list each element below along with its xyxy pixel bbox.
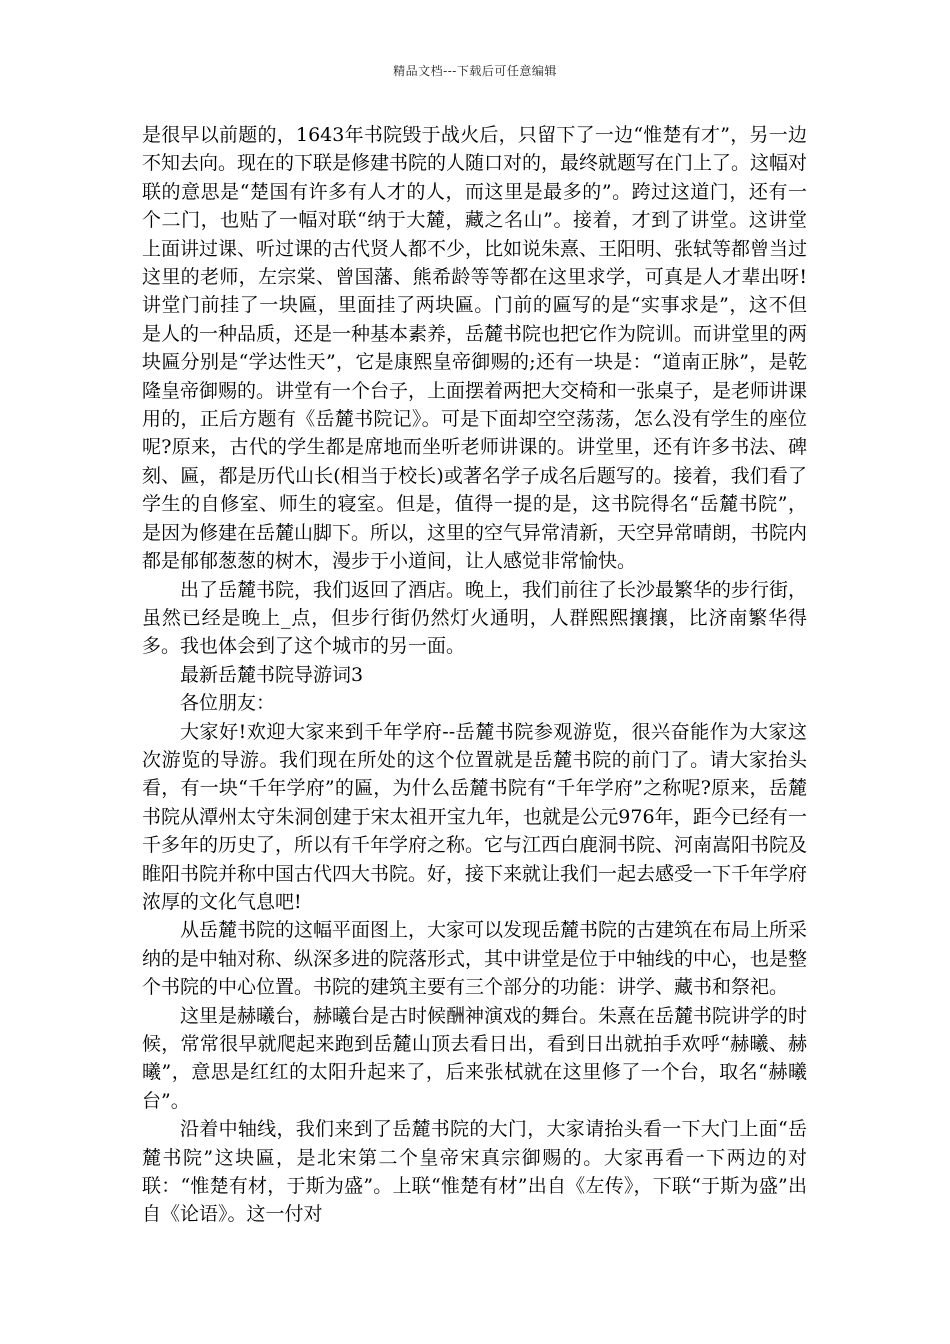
paragraph: 大家好!欢迎大家来到千年学府--岳麓书院参观游览，很兴奋能作为大家这次游览的导游。我们现在所处的这个位置就是岳麓书院的前门了。请大家抬头看，有一块“千年学府”的匾，为什么岳麓书院有“千年学府”之称呢?原来，岳麓书院从潭州太守朱洞创建于宋太祖开宝九年，也就是公元976年，距今已经有一千多年的历史了，所以有千年学府之称。它与江西白鹿洞书院、河南嵩阳书院及睢阳书院并称中国古代四大书院。好，接下来就让我们一起去感受一下千年学府浓厚的文化气息吧!: [142, 720, 808, 913]
page-header: 精品文档---下载后可任意编辑: [393, 64, 557, 78]
document-body: [142, 121, 807, 1229]
paragraph: 从岳麓书院的这幅平面图上，大家可以发现岳麓书院的古建筑在布局上所采纳的是中轴对称、纵深多进的院落形式，其中讲堂是位于中轴线的中心，也是整个书院的中心位置。书院的建筑主要有三个部分的功能：讲学、藏书和祭祀。: [142, 919, 808, 999]
paragraph: 沿着中轴线，我们来到了岳麓书院的大门，大家请抬头看一下大门上面“岳麓书院”这块匾，是北宋第二个皇帝宋真宗御赐的。大家再看一下两边的对联：“惟楚有材，于斯为盛”。上联“惟楚有材”出自《左传》，下联“于斯为盛”出自《论语》。这一付对: [142, 1118, 807, 1226]
section-title: 最新岳麓书院导游词3: [180, 663, 364, 686]
paragraph: 出了岳麓书院，我们返回了酒店。晚上，我们前往了长沙最繁华的步行街，虽然已经是晚上_点，但步行街仍然灯火通明，人群熙熙攘攘，比济南繁华得多。我也体会到了这个城市的另一面。: [142, 578, 808, 658]
salutation: 各位朋友：: [180, 692, 276, 715]
paragraph: 是很早以前题的，1643年书院毁于战火后，只留下了一边“惟楚有才”，另一边不知去向。现在的下联是修建书院的人随口对的，最终就题写在门上了。这幅对联的意思是“楚国有许多有人才的人，而这里是最多的”。跨过这道门，还有一个二门，也贴了一幅对联“纳于大麓，藏之名山”。接着，才到了讲堂。这讲堂上面讲过课、听过课的古代贤人都不少，比如说朱熹、王阳明、张轼等都曾当过这里的老师，左宗棠、曾国藩、熊希龄等等都在这里求学，可真是人才辈出呀!讲堂门前挂了一块匾，里面挂了两块匾。门前的匾写的是“实事求是”，这不但是人的一种品质，还是一种基本素养，岳麓书院也把它作为院训。而讲堂里的两块匾分别是“学达性天”，它是康熙皇帝御赐的;还有一块是：“道南正脉”，是乾隆皇帝御赐的。讲堂有一个台子，上面摆着两把大交椅和一张桌子，是老师讲课用的，正后方题有《岳麓书院记》。可是下面却空空荡荡，怎么没有学生的座位呢?原来，古代的学生都是席地而坐听老师讲课的。讲堂里，还有许多书法、碑刻、匾，都是历代山长(相当于校长)或著名学子成名后题写的。接着，我们看了学生的自修室、师生的寝室。但是，值得一提的是，这书院得名“岳麓书院”，是因为修建在岳麓山脚下。所以，这里的空气异常清新，天空异常晴朗，书院内都是郁郁葱葱的树木，漫步于小道间，让人感觉非常愉快。: [142, 124, 808, 573]
paragraph: 这里是赫曦台，赫曦台是古时候酬神演戏的舞台。朱熹在岳麓书院讲学的时候，常常很早就爬起来跑到岳麓山顶去看日出，看到日出就拍手欢呼“赫曦、赫曦”，意思是红红的太阳升起来了，后来张栻就在这里修了一个台，取名“赫曦台”。: [142, 1004, 808, 1112]
